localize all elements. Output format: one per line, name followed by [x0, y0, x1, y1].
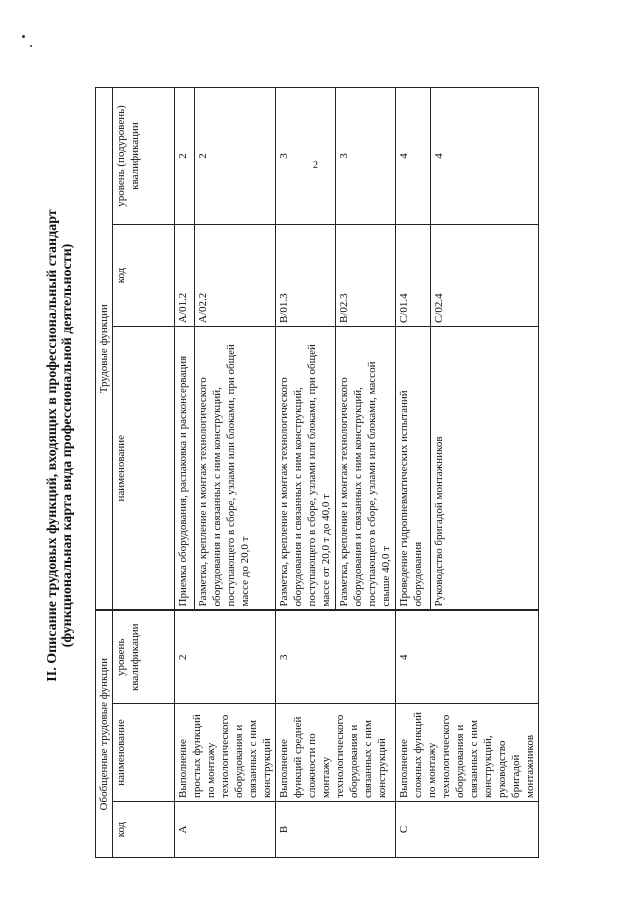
function-sublevel: 2 [194, 87, 275, 224]
header-function-code: код [113, 224, 175, 326]
function-code: B/01.3 [276, 224, 336, 326]
section-subtitle: (функциональная карта вида профессиональной деятельности) [60, 243, 75, 648]
header-labour-functions: Трудовые функции [96, 87, 113, 610]
function-code: B/02.3 [336, 224, 396, 326]
function-sublevel: 4 [396, 87, 431, 224]
header-name: наименование [113, 704, 175, 802]
section-heading [45, 33, 75, 858]
table-row [175, 87, 195, 857]
function-name: Разметка, крепление и монтаж технологического оборудования и связанных с ним конструкций, поступающего в сборе, узлами или блоками, массой свыше 40,0 т [336, 326, 396, 610]
group-code: B [276, 802, 396, 858]
function-name: Разметка, крепление и монтаж технологического оборудования и связанных с ним конструкций, поступающего в сборе, узлами или блоками, при общей массе до 20,0 т [194, 326, 275, 610]
header-row-groups [96, 87, 113, 857]
section-title: II. Описание трудовых функций, входящих в профессиональный стандарт [45, 209, 60, 682]
header-sublevel: уровень (подуровень) квалификации [113, 87, 175, 224]
scan-speck [30, 45, 32, 47]
page-number: 2 [313, 160, 318, 171]
header-function-name: наименование [113, 326, 175, 610]
function-sublevel: 4 [431, 87, 539, 224]
function-name: Приемка оборудования, распаковка и расконсервация [175, 326, 195, 610]
header-generalized-functions: Обобщенные трудовые функции [96, 610, 113, 857]
function-code: C/01.4 [396, 224, 431, 326]
function-sublevel: 2 [175, 87, 195, 224]
scan-speck [22, 35, 25, 38]
function-code: C/02.4 [431, 224, 539, 326]
functional-map-table [95, 87, 539, 858]
table-row [276, 87, 336, 857]
function-code: A/01.2 [175, 224, 195, 326]
function-code: A/02.2 [194, 224, 275, 326]
function-sublevel: 3 [336, 87, 396, 224]
rotated-page-content [45, 33, 625, 858]
group-level: 3 [276, 610, 396, 703]
function-name: Руководство бригадой монтажников [431, 326, 539, 610]
group-level: 2 [175, 610, 276, 703]
group-code: A [175, 802, 276, 858]
header-code: код [113, 802, 175, 858]
group-level: 4 [396, 610, 539, 703]
function-name: Разметка, крепление и монтаж технологического оборудования и связанных с ним конструкций, поступающего в сборе, узлами или блоками, при общей массе от 20,0 т до 40,0 т [276, 326, 336, 610]
table-row [396, 87, 431, 857]
function-sublevel: 3 [276, 87, 336, 224]
group-code: C [396, 802, 539, 858]
group-name: Выполнение простых функций по монтажу технологического оборудования и связанных с ним конструкций [175, 704, 276, 802]
group-name: Выполнение функций средней сложности по монтажу технологического оборудования и связанных с ним конструкций [276, 704, 396, 802]
header-level: уровень квалификации [113, 610, 175, 703]
header-row-columns [113, 87, 175, 857]
function-name: Проведение гидропневматических испытаний оборудования [396, 326, 431, 610]
group-name: Выполнение сложных функций по монтажу технологического оборудования и связанных с ним конструкций, руководство бригадой монтажников [396, 704, 539, 802]
